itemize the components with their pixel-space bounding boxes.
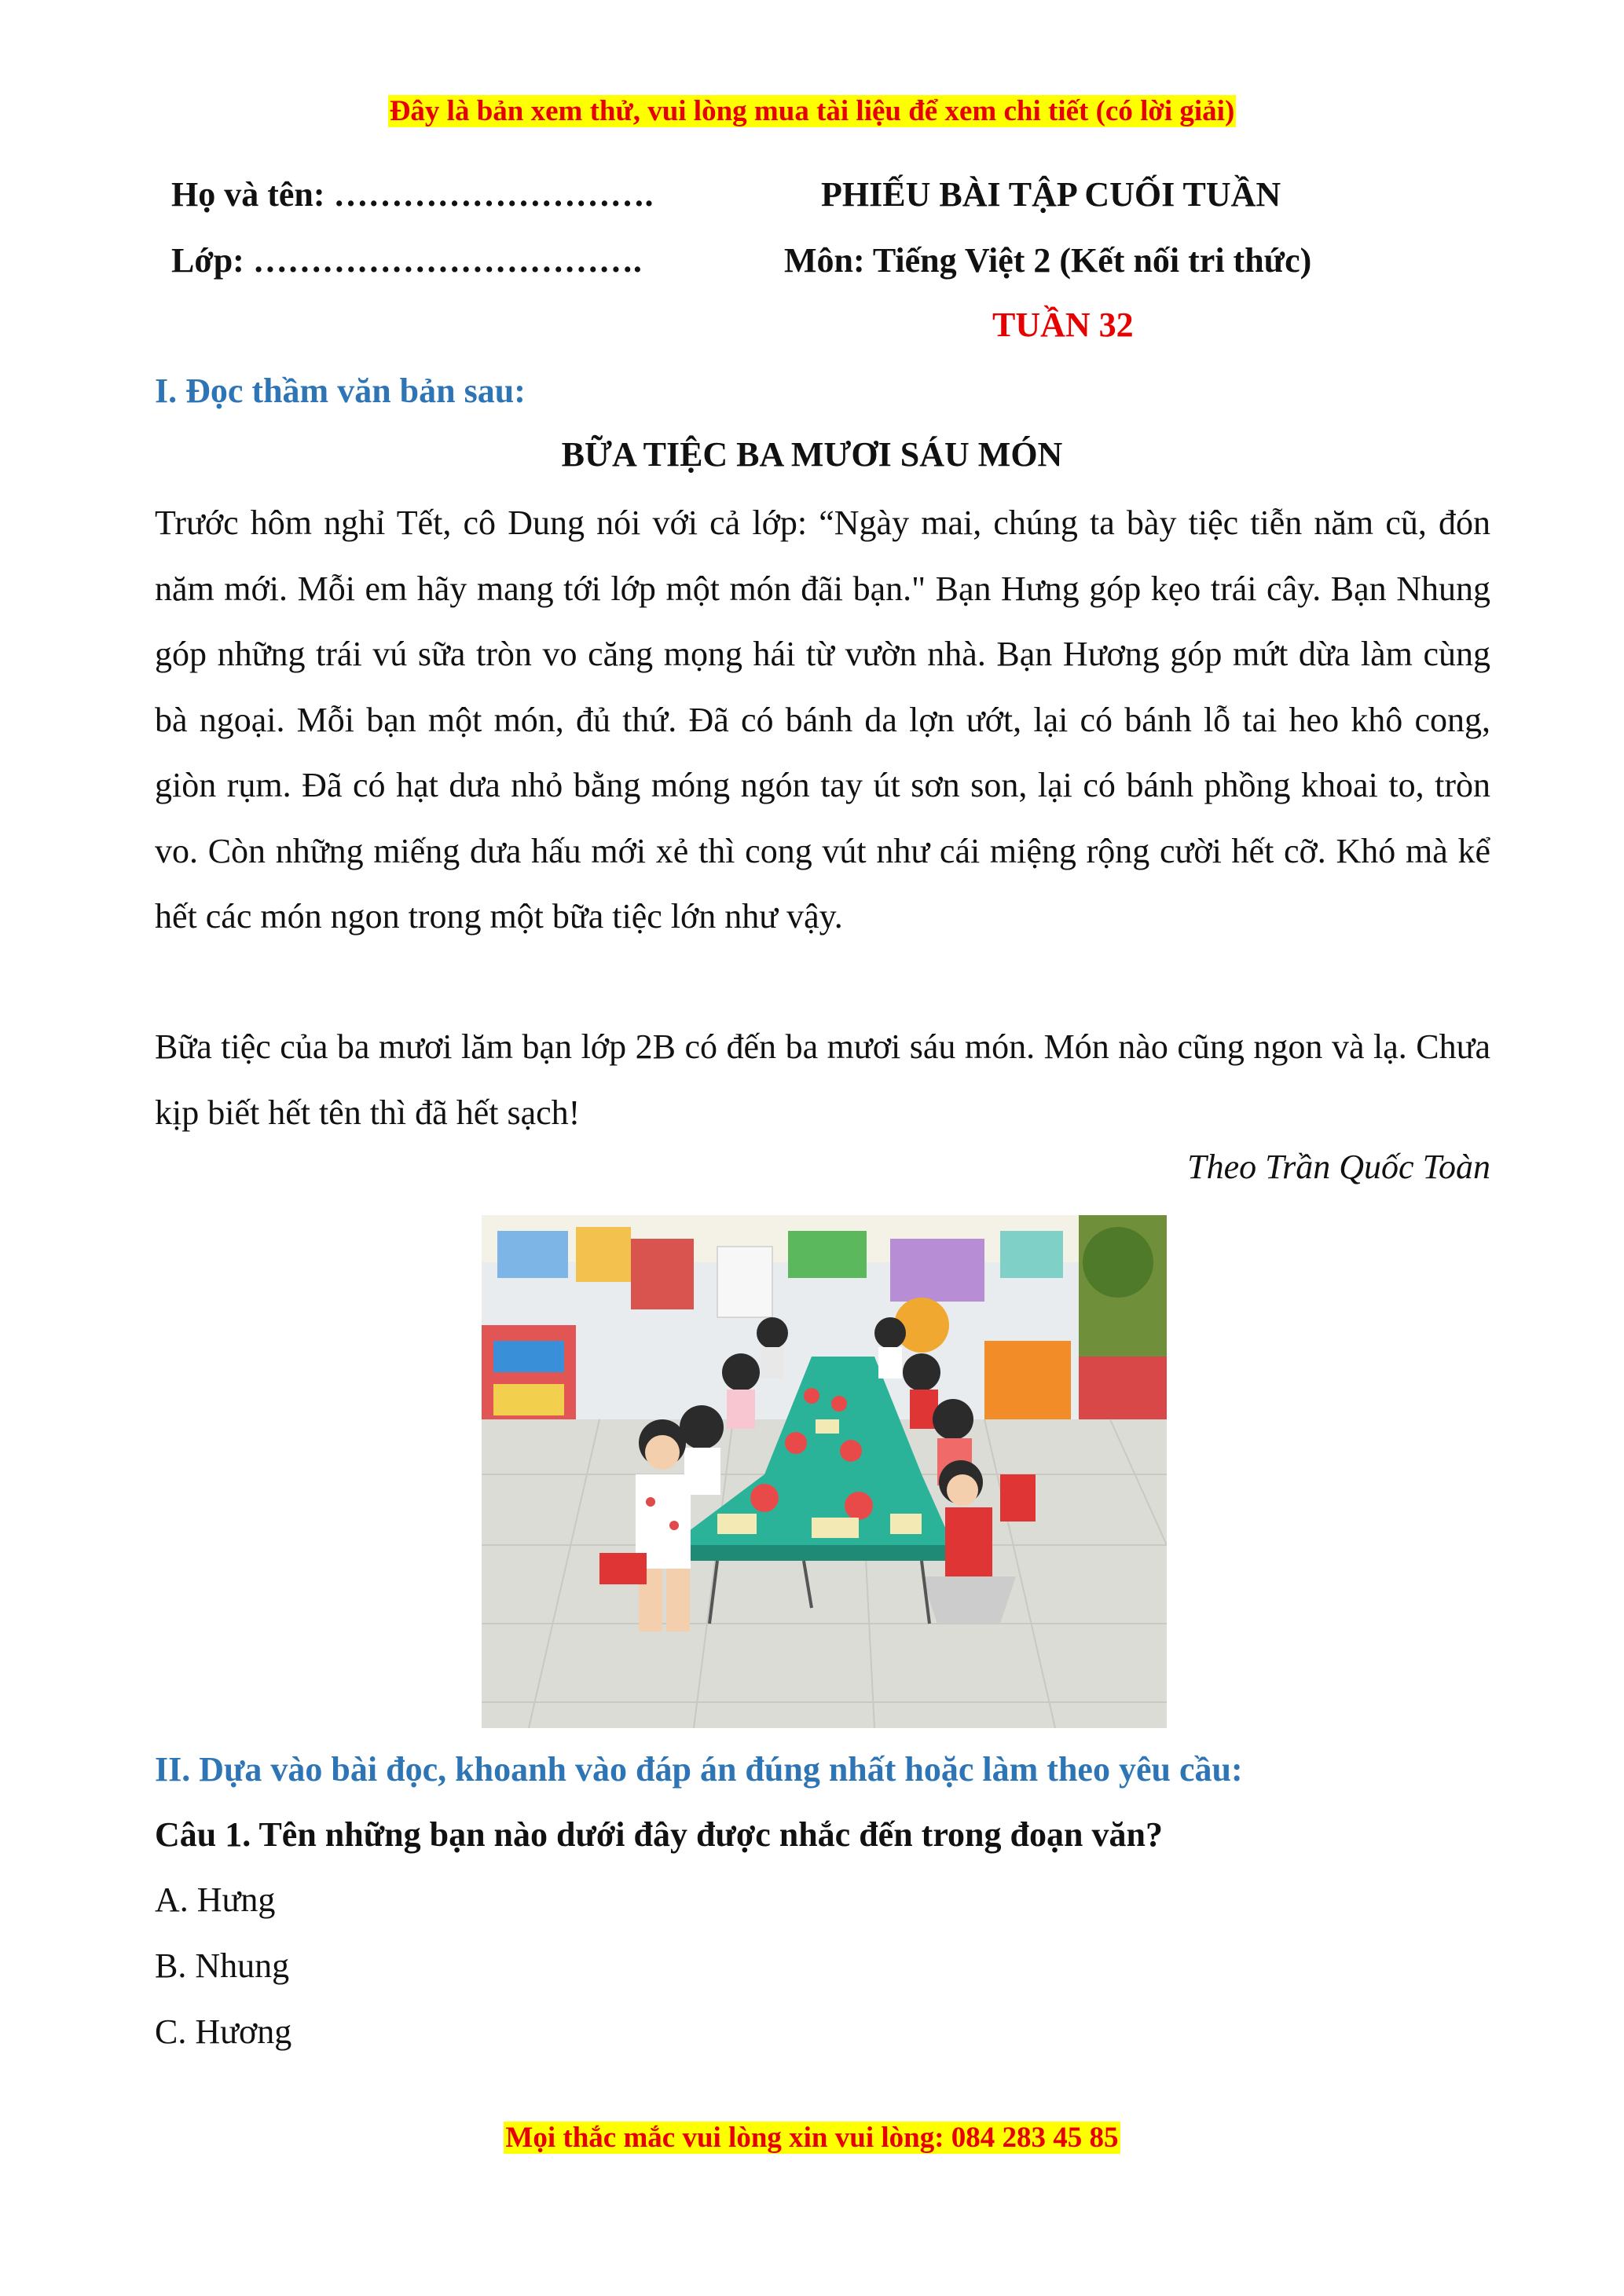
story-title: BỮA TIỆC BA MƯƠI SÁU MÓN (561, 435, 1063, 474)
subject-line: Môn: Tiếng Việt 2 (Kết nối tri thức) (784, 241, 1312, 280)
question-1-option-a: A. Hưng (155, 1880, 276, 1919)
section-2-heading: II. Dựa vào bài đọc, khoanh vào đáp án đúng nhất hoặc làm theo yêu cầu: (155, 1750, 1243, 1789)
contact-banner (0, 2121, 1624, 2155)
question-1-option-c: C. Hương (155, 2012, 292, 2051)
story-author: Theo Trần Quốc Toàn (1187, 1148, 1490, 1186)
student-class-line: Lớp: ……………………………. (171, 241, 642, 280)
story-paragraph-2: Bữa tiệc của ba mươi lăm bạn lớp 2B có đến ba mươi sáu món. Món nào cũng ngon và lạ. Chưa kịp biết hết tên thì đã hết sạch! (155, 1027, 1490, 1132)
section-1-heading: I. Đọc thầm văn bản sau: (155, 372, 526, 410)
story-paragraph-1: Trước hôm nghỉ Tết, cô Dung nói với cả lớp: “Ngày mai, chúng ta bày tiệc tiễn năm cũ, đón năm mới. Mỗi em hãy mang tới lớp một món đãi bạn." Bạn Hưng góp kẹo trái cây. Bạn Nhung góp những trái vú sữa tròn vo căng mọng hái từ vườn nhà. Bạn Hương góp mứt dừa làm cùng bà ngoại. Mỗi bạn một món, đủ thứ. Đã có bánh da lợn ướt, lại có bánh lỗ tai heo khô cong, giòn rụm. Đã có hạt dưa nhỏ bằng móng ngón tay út sơn son, lại có bánh phồng khoai to, tròn vo. Còn những miếng dưa hấu mới xẻ thì cong vút như cái miệng rộng cười hết cỡ. Khó mà kể hết các món ngon trong một bữa tiệc lớn như vậy. (155, 504, 1490, 936)
question-1-option-b: B. Nhung (155, 1946, 290, 1985)
contact-banner-text: Mọi thắc mắc vui lòng xin vui lòng: 084 283 45 85 (505, 2122, 1119, 2154)
worksheet-title: PHIẾU BÀI TẬP CUỐI TUẦN (821, 175, 1281, 214)
student-name-line: Họ và tên: ………………………. (171, 175, 654, 214)
question-1: Câu 1. Tên những bạn nào dưới đây được nhắc đến trong đoạn văn? (155, 1815, 1163, 1854)
preview-banner (0, 94, 1624, 128)
preview-banner-text: Đây là bản xem thử, vui lòng mua tài liệu để xem chi tiết (có lời giải) (389, 95, 1235, 127)
classroom-party-photo (482, 1215, 1167, 1728)
week-label: TUẦN 32 (992, 306, 1134, 344)
